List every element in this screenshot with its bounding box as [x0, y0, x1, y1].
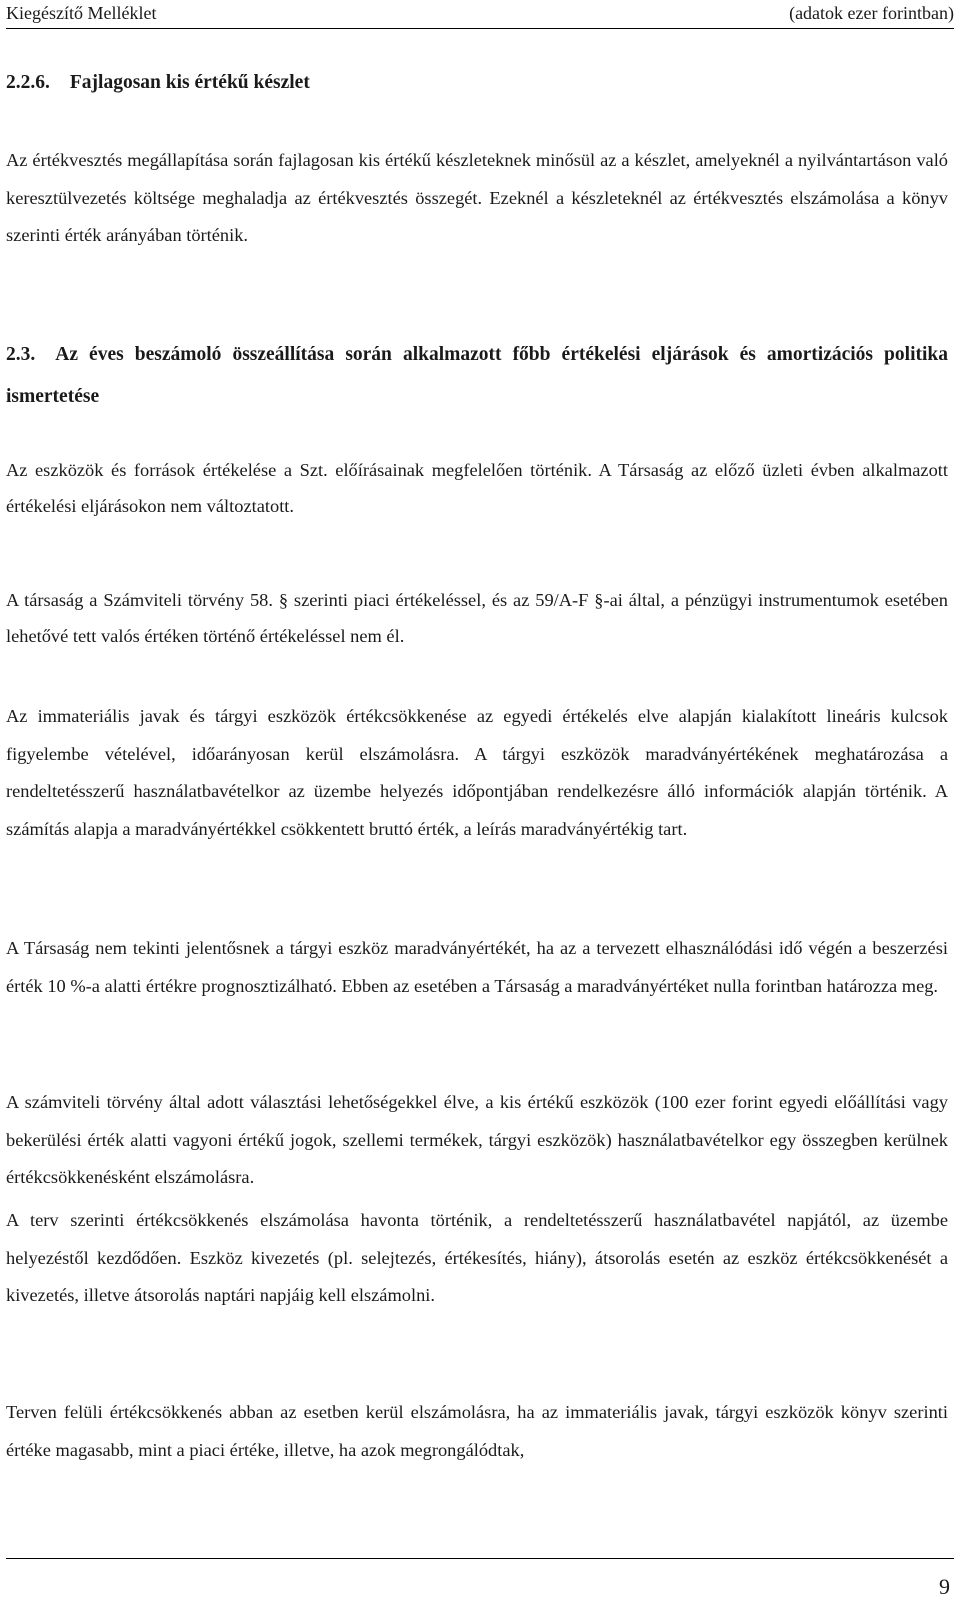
- paragraph-scheduled-depreciation: A terv szerinti értékcsökkenés elszámolása havonta történik, a rendeltetésszerű használatbavétel napjától, az üzembe helyezéstől kezdődően. Eszköz kivezetés (pl. selejtezés, értékesítés, hiány), átsorolás esetén az eszköz értékcsökkenését a kivezetés, illetve átsorolás naptári napjáig kell elszámolni.: [6, 1210, 948, 1305]
- section-heading-2-2-6: [6, 62, 948, 104]
- section-title: Fajlagosan kis értékű készlet: [69, 72, 310, 93]
- document-title: Kiegészítő Melléklet: [6, 3, 157, 23]
- page-header: [6, 0, 954, 29]
- paragraph-residual-value: A Társaság nem tekinti jelentősnek a tárgyi eszköz maradványértékét, ha az a tervezett elhasználódási idő végén a beszerzési érték 10 %-a alatti értékre prognosztizálható. Ebben az esetében a Társaság a maradványértéket nulla forintban határozza meg.: [6, 938, 948, 996]
- section-title: Az éves beszámoló összeállítása során alkalmazott főbb értékelési eljárások és amortizációs politika ismertetése: [6, 344, 948, 407]
- paragraph-low-value-assets: A számviteli törvény által adott választási lehetőségekkel élve, a kis értékű eszközök (100 ezer forint egyedi előállítási vagy bekerülési érték alatti vagyoni értékű jogok, szellemi termékek, tárgyi eszközök) használatbavételkor egy összegben kerülnek értékcsökkenésként elszámolásra.: [6, 1092, 948, 1187]
- paragraph-depreciation: Az immateriális javak és tárgyi eszközök értékcsökkenése az egyedi értékelés elve alapján kialakított lineáris kulcsok figyelembe vételével, időarányosan kerül elszámolásra. A tárgyi eszközök maradványértékének meghatározása a rendeltetésszerű használatbavételkor az üzembe helyezés időpontjában rendelkezésre álló információk alapján történik. A számítás alapja a maradványértékkel csökkentett bruttó érték, a leírás maradványértékig tart.: [6, 706, 948, 839]
- paragraph-fair-value: A társaság a Számviteli törvény 58. § szerinti piaci értékeléssel, és az 59/A-F §-ai által, a pénzügyi instrumentumok esetében lehetővé tett valós értéken történő értékeléssel nem él.: [6, 590, 948, 646]
- page-number: 9: [939, 1574, 950, 1599]
- paragraph-low-value-inventory: Az értékvesztés megállapítása során fajlagosan kis értékű készleteknek minősül az a készlet, amelyeknél a nyilvántartáson való keresztülvezetés költsége meghaladja az értékvesztés összegét. Ezeknél a készleteknél az értékvesztés elszámolása a könyv szerinti érték arányában történik.: [6, 150, 948, 245]
- footer-rule: [6, 1558, 954, 1559]
- paragraph-valuation: Az eszközök és források értékelése a Szt. előírásainak megfelelően történik. A Társaság az előző üzleti évben alkalmazott értékelési eljárásokon nem változtatott.: [6, 460, 948, 516]
- section-number: 2.2.6.: [6, 72, 50, 93]
- paragraph-extraordinary-depreciation: Terven felüli értékcsökkenés abban az esetben kerül elszámolásra, ha az immateriális javak, tárgyi eszközök könyv szerinti értéke magasabb, mint a piaci értéke, illetve, ha azok megrongálódtak,: [6, 1402, 948, 1460]
- section-heading-2-3: [6, 334, 948, 418]
- section-number: 2.3.: [6, 344, 36, 365]
- currency-unit-note: (adatok ezer forintban): [789, 3, 954, 23]
